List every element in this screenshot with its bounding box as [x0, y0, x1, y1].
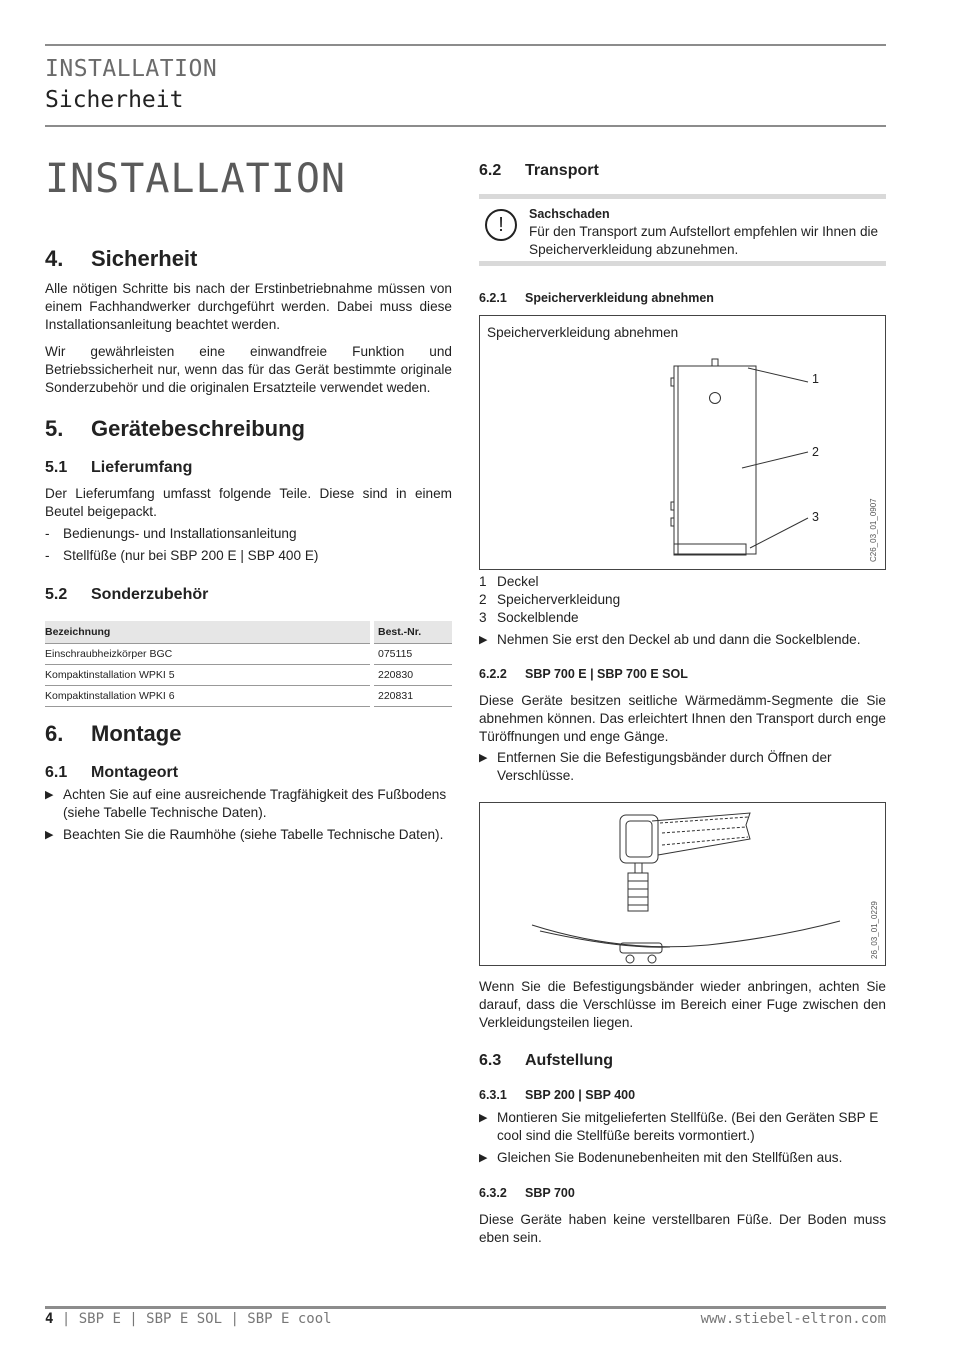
section-number: 5. [45, 416, 64, 441]
callout-1: 1 [812, 372, 819, 386]
legend-number: 3 [479, 610, 487, 625]
storage-tank-drawing [480, 316, 885, 569]
section-title: Sonderzubehör [91, 586, 209, 603]
figure-strap-closure [479, 802, 886, 966]
header-subsection: Sicherheit [45, 87, 184, 113]
section-number: 5.1 [45, 459, 68, 476]
figure-cover-removal [479, 315, 886, 570]
legend-item [479, 609, 886, 627]
section-title: Montageort [91, 764, 179, 781]
section-number: 6.3 [479, 1052, 502, 1069]
callout-2: 2 [812, 445, 819, 459]
paragraph: Wir gewährleisten eine einwandfreie Funktion und Betriebssicherheit nur, wenn das für das Gerät bestimmte originale Sonderzubehör und die originalen Ersatzteile verwendet weden. [45, 344, 452, 395]
instruction-item: ▶ Entfernen Sie die Befestigungsbänder durch Öffnen der Verschlüsse. [479, 749, 886, 785]
section-number: 6.2.1 [479, 291, 507, 305]
notice-text: Für den Transport zum Aufstellort empfehlen wir Ihnen die Speicherverkleidung abzunehmen. [529, 224, 879, 257]
table-row [45, 644, 452, 665]
legend-item [479, 573, 886, 591]
section-number: 6.3.2 [479, 1186, 507, 1200]
section-4-heading [45, 246, 452, 272]
table-cell: 075115 [374, 644, 452, 665]
legend-number: 2 [479, 592, 487, 607]
legend-number: 1 [479, 574, 487, 589]
section-5-1-heading [45, 458, 452, 478]
table-cell: 220830 [374, 665, 452, 686]
section-5 [45, 416, 452, 707]
section-title: Gerätebeschreibung [91, 416, 305, 441]
section-number: 6.2 [479, 162, 502, 179]
section-title: Transport [525, 162, 599, 179]
list-item: - Stellfüße (nur bei SBP 200 E | SBP 400 E) [45, 547, 452, 565]
table-cell: 220831 [374, 686, 452, 707]
section-6 [45, 721, 452, 844]
footer-product-list: | SBP E | SBP E SOL | SBP E cool [61, 1311, 332, 1327]
section-title: Aufstellung [525, 1052, 613, 1069]
table-header-cell: Bezeichnung [45, 621, 370, 644]
footer-products [45, 1311, 332, 1327]
table-row [45, 665, 452, 686]
section-title: Montage [91, 721, 182, 746]
section-number: 6. [45, 721, 64, 746]
header-top-rule [45, 44, 886, 46]
section-6-2-heading [479, 161, 886, 181]
section-number: 6.2.2 [479, 667, 507, 681]
accessory-table [45, 621, 452, 707]
paragraph: Diese Geräte besitzen seitliche Wärmedämm-Segmente die Sie abnehmen können. Das erleichtert Ihnen den Transport durch enge Türöffnungen und enge Gänge. [479, 693, 886, 744]
section-6-3-2-heading [479, 1185, 886, 1201]
section-6-1-heading [45, 763, 452, 783]
section-6-2-1-heading [479, 290, 886, 306]
header-bottom-rule [45, 125, 886, 127]
section-4 [45, 246, 452, 397]
section-title: SBP 700 [525, 1186, 575, 1200]
section-title: SBP 700 E | SBP 700 E SOL [525, 667, 688, 681]
section-number: 5.2 [45, 586, 68, 603]
table-header-row [45, 621, 452, 644]
table-cell: Kompaktinstallation WPKI 6 [45, 686, 370, 707]
section-6-3-heading [479, 1051, 886, 1071]
legend-item [479, 591, 886, 609]
instruction-item: ▶ Nehmen Sie erst den Deckel ab und dann die Sockelblende. [479, 631, 886, 649]
instruction-item: ▶ Montieren Sie mitgelieferten Stellfüße. (Bei den Geräten SBP E cool sind die Stellfüße bereits vormontiert.) [479, 1109, 886, 1145]
instruction-item: ▶ Achten Sie auf eine ausreichende Tragfähigkeit des Fußbodens (siehe Tabelle Technische Daten). [45, 786, 452, 822]
page-title: INSTALLATION [45, 156, 346, 202]
table-header-cell: Best.-Nr. [374, 621, 452, 644]
section-number: 6.3.1 [479, 1088, 507, 1102]
section-title: Speicherverkleidung abnehmen [525, 291, 714, 305]
exclamation-icon: ! [485, 209, 517, 241]
figure-caption: Speicherverkleidung abnehmen [487, 325, 679, 340]
section-5-2-heading [45, 585, 452, 605]
strap-closure-drawing [480, 803, 885, 965]
notice-content [529, 205, 884, 259]
header-section: INSTALLATION [45, 56, 218, 82]
figure-code: C26_03_01_0907 [869, 498, 878, 562]
section-title: SBP 200 | SBP 400 [525, 1088, 636, 1102]
legend-label: Sockelblende [497, 610, 579, 625]
legend-label: Speicherverkleidung [497, 592, 621, 607]
footer-url: www.stiebel-eltron.com [700, 1311, 886, 1327]
page-number: 4 [45, 1311, 54, 1327]
section-number: 6.1 [45, 764, 68, 781]
section-6-2-2-heading [479, 666, 886, 682]
notice-box [479, 194, 886, 266]
strap-note [479, 978, 886, 1032]
section-6-2-heading-block [479, 161, 886, 181]
instruction-item: ▶ Beachten Sie die Raumhöhe (siehe Tabelle Technische Daten). [45, 826, 452, 844]
table-row [45, 686, 452, 707]
figure-legend [479, 573, 886, 649]
instruction-item: ▶ Gleichen Sie Bodenunebenheiten mit den Stellfüßen aus. [479, 1149, 886, 1167]
legend-label: Deckel [497, 574, 539, 589]
notice-title: Sachschaden [529, 207, 610, 221]
paragraph: Der Lieferumfang umfasst folgende Teile. Diese sind in einem Beutel beigepackt. [45, 486, 452, 519]
section-title: Lieferumfang [91, 459, 193, 476]
section-title: Sicherheit [91, 246, 198, 271]
section-6-heading [45, 721, 452, 747]
paragraph: Alle nötigen Schritte bis nach der Erstinbetriebnahme müssen von einem Fachhandwerker durchgeführt werden. Dabei muss diese Installationsanleitung beachtet werden. [45, 281, 452, 332]
table-cell: Einschraubheizkörper BGC [45, 644, 370, 665]
figure-code: 26_03_01_0229 [870, 901, 879, 959]
section-number: 4. [45, 246, 64, 271]
section-6-3-1-heading [479, 1087, 886, 1103]
section-6-2-1-heading-block [479, 290, 886, 306]
section-6-2-2 [479, 666, 886, 785]
section-5-heading [45, 416, 452, 442]
footer-rule [45, 1306, 886, 1309]
paragraph: Diese Geräte haben keine verstellbaren Füße. Der Boden muss eben sein. [479, 1212, 886, 1245]
list-item: - Bedienungs- und Installationsanleitung [45, 525, 452, 543]
table-cell: Kompaktinstallation WPKI 5 [45, 665, 370, 686]
section-6-3 [479, 1051, 886, 1247]
paragraph: Wenn Sie die Befestigungsbänder wieder anbringen, achten Sie darauf, dass die Verschlüsse im Bereich einer Fuge zwischen den Verkleidungsteilen liegen. [479, 979, 886, 1030]
callout-3: 3 [812, 510, 819, 524]
